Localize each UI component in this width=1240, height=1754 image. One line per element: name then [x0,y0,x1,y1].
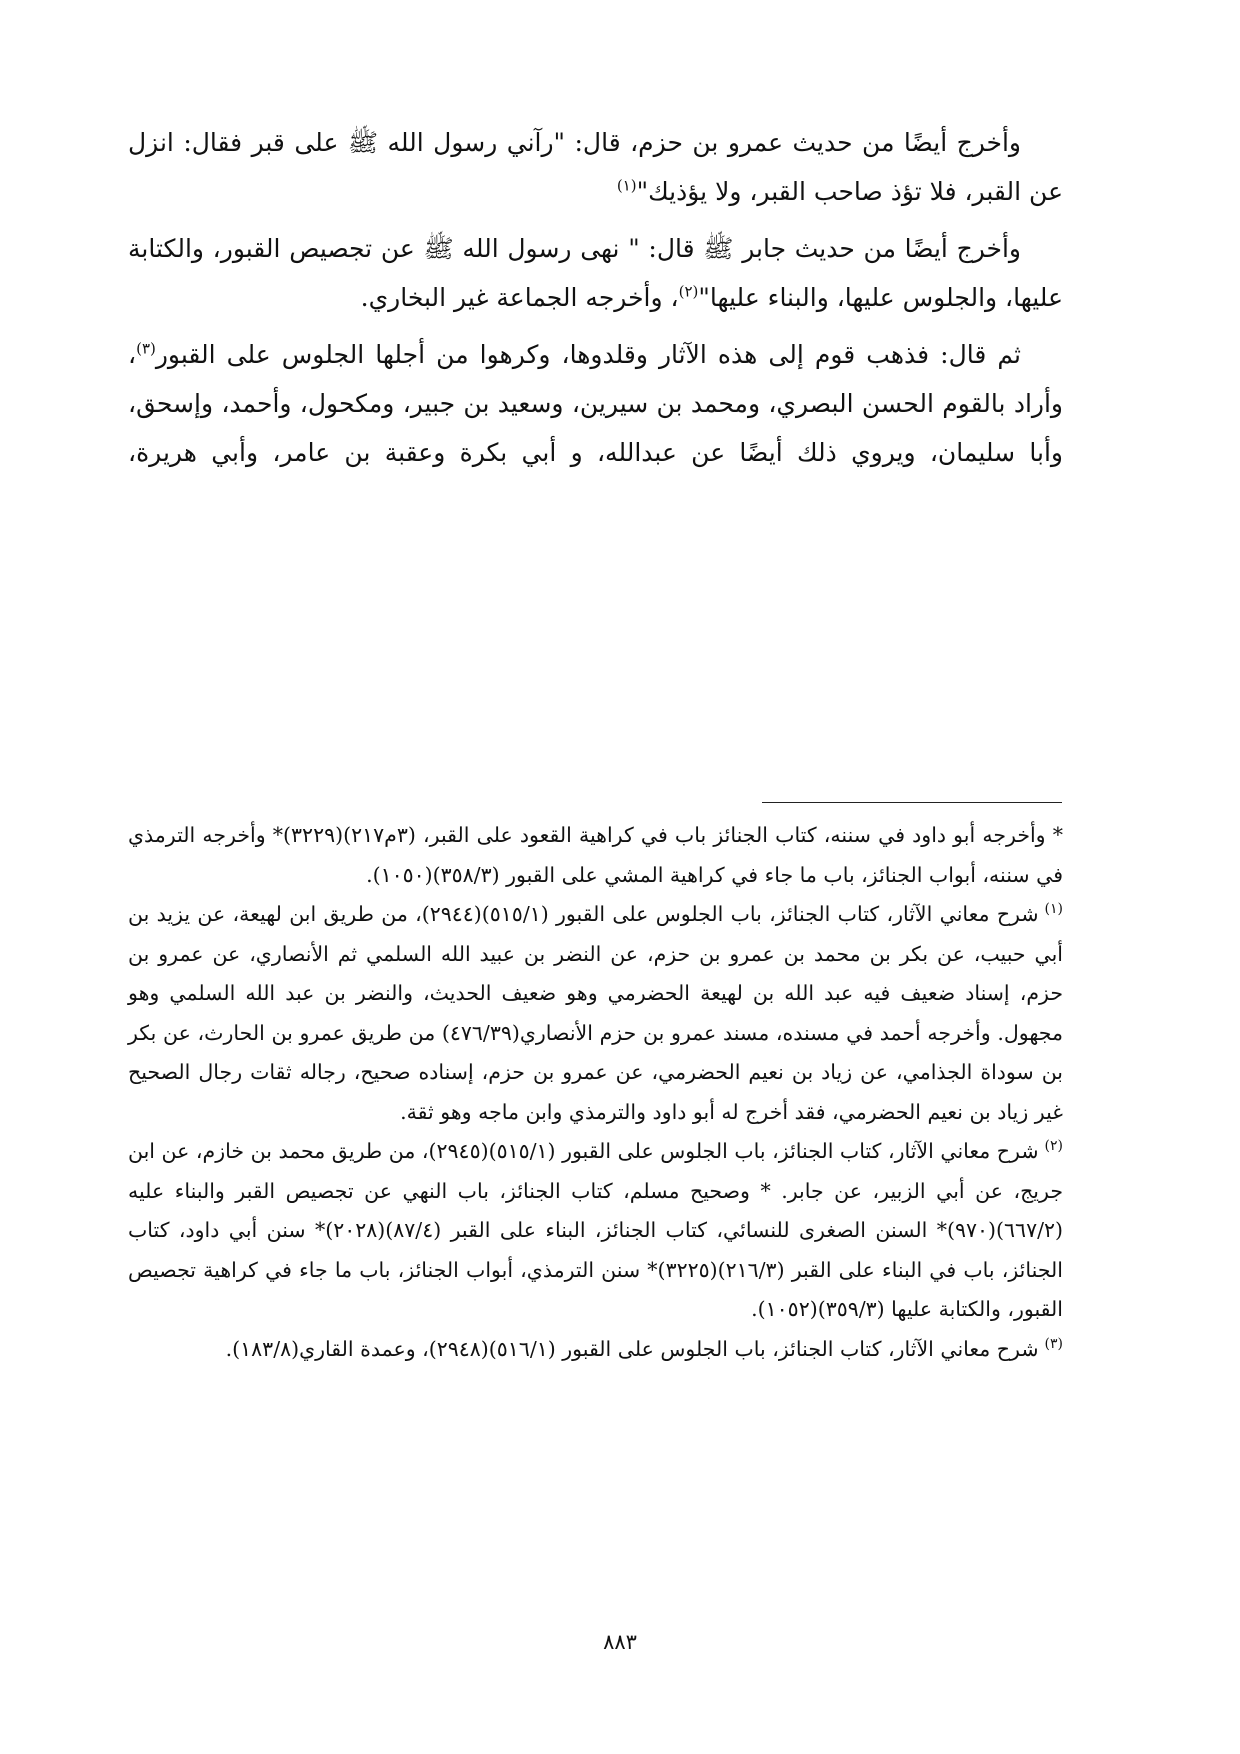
footnote-ref-1[interactable]: (١) [616,176,637,195]
paragraph-3-text: ثم قال: فذهب قوم إلى هذه الآثار وقلدوها، وكرهوا من أجلها الجلوس على القبور [155,340,1021,369]
footnote-3 [128,1330,1063,1370]
footnote-separator [762,802,1062,803]
body-paragraph-2 [128,224,1063,322]
paragraph-1-text: وأخرج أيضًا من حديث عمرو بن حزم، قال: "رآني رسول الله ﷺ على قبر فقال: انزل عن القبر، فلا تؤذ صاحب القبر، ولا يؤذيك" [128,128,1063,206]
paragraph-2-tail: ، وأخرجه الجماعة غير البخاري. [360,283,679,312]
footnote-1-text: شرح معاني الآثار، كتاب الجنائز، باب الجلوس على القبور (٥١٥/١)(٢٩٤٤)، من طريق ابن لهيعة، عن يزيد بن أبي حبيب، عن بكر بن محمد بن عمرو بن حزم، عن النضر بن عبيد الله السلمي ثم الأنصاري، عن عمرو بن حزم، إسناد ضعيف فيه عبد الله بن لهيعة الحضرمي وهو ضعيف الحديث، والنضر بن عبد الله السلمي وهو مجهول. وأخرجه أحمد في مسنده، مسند عمرو بن حزم الأنصاري(٤٧٦/٣٩) من طريق عمرو بن الحارث، عن بكر بن سوداة الجذامي، عن زياد بن نعيم الحضرمي، عن عمرو بن حزم، إسناده صحيح، رجاله ثقات رجال الصحيح غير زياد بن نعيم الحضرمي، فقد أخرج له أبو داود والترمذي وابن ماجه وهو ثقة. [128,902,1064,1124]
body-paragraph-3 [128,330,1063,477]
footnote-ref-3[interactable]: (٣) [136,339,156,358]
footnote-2-number: (٢) [1044,1138,1063,1155]
paragraph-2-text: وأخرج أيضًا من حديث جابر ﷺ قال: " نهى رسول الله ﷺ عن تجصيص القبور، والكتابة عليها، والجلوس عليها، والبناء عليها" [128,234,1063,312]
footnote-star-text: * وأخرجه أبو داود في سننه، كتاب الجنائز باب في كراهية القعود على القبر، (٣م٢١٧)(٣٢٢٩)* وأخرجه الترمذي في سننه، أبواب الجنائز، باب ما جاء في كراهية المشي على القبور (٣٥٨/٣)(١٠٥٠). [128,823,1063,887]
footnote-ref-2[interactable]: (٢) [678,282,699,301]
footnote-1 [128,895,1063,1132]
footnote-2 [128,1132,1063,1330]
paragraph-3-tail: ، وأراد بالقوم الحسن البصري، ومحمد بن سيرين، وسعيد بن جبير، ومكحول، وأحمد، وإسحق، وأبا سليمان، ويروي ذلك أيضًا عن عبدالله، و أبي بكرة وعقبة بن عامر، وأبي هريرة، [128,340,1063,467]
footnote-3-text: شرح معاني الآثار، كتاب الجنائز، باب الجلوس على القبور (٥١٦/١)(٢٩٤٨)، وعمدة القاري(١٨٣/٨). [225,1336,1039,1361]
main-text-body [128,118,1063,485]
footnote-1-number: (١) [1044,901,1064,918]
page-number: ٨٨٣ [603,1630,637,1654]
footnote-2-text: شرح معاني الآثار، كتاب الجنائز، باب الجلوس على القبور (٥١٥/١)(٢٩٤٥)، من طريق محمد بن خازم، عن ابن جريج، عن أبي الزبير، عن جابر. * وصحيح مسلم، كتاب الجنائز، باب النهي عن تجصيص القبر والبناء عليه (٦٦٧/٢)(٩٧٠)* السنن الصغرى للنسائي، كتاب الجنائز، البناء على القبر (٨٧/٤)(٢٠٢٨)* سنن أبي داود، كتاب الجنائز، باب في البناء على القبر (٢١٦/٣)(٣٢٢٥)* سنن الترمذي، أبواب الجنائز، باب ما جاء في كراهية تجصيص القبور، والكتابة عليها (٣٥٩/٣)(١٠٥٢). [128,1139,1063,1321]
footnotes-section [128,816,1063,1369]
body-paragraph-1 [128,118,1063,216]
footnote-star [128,816,1063,895]
footnote-3-number: (٣) [1044,1335,1063,1352]
